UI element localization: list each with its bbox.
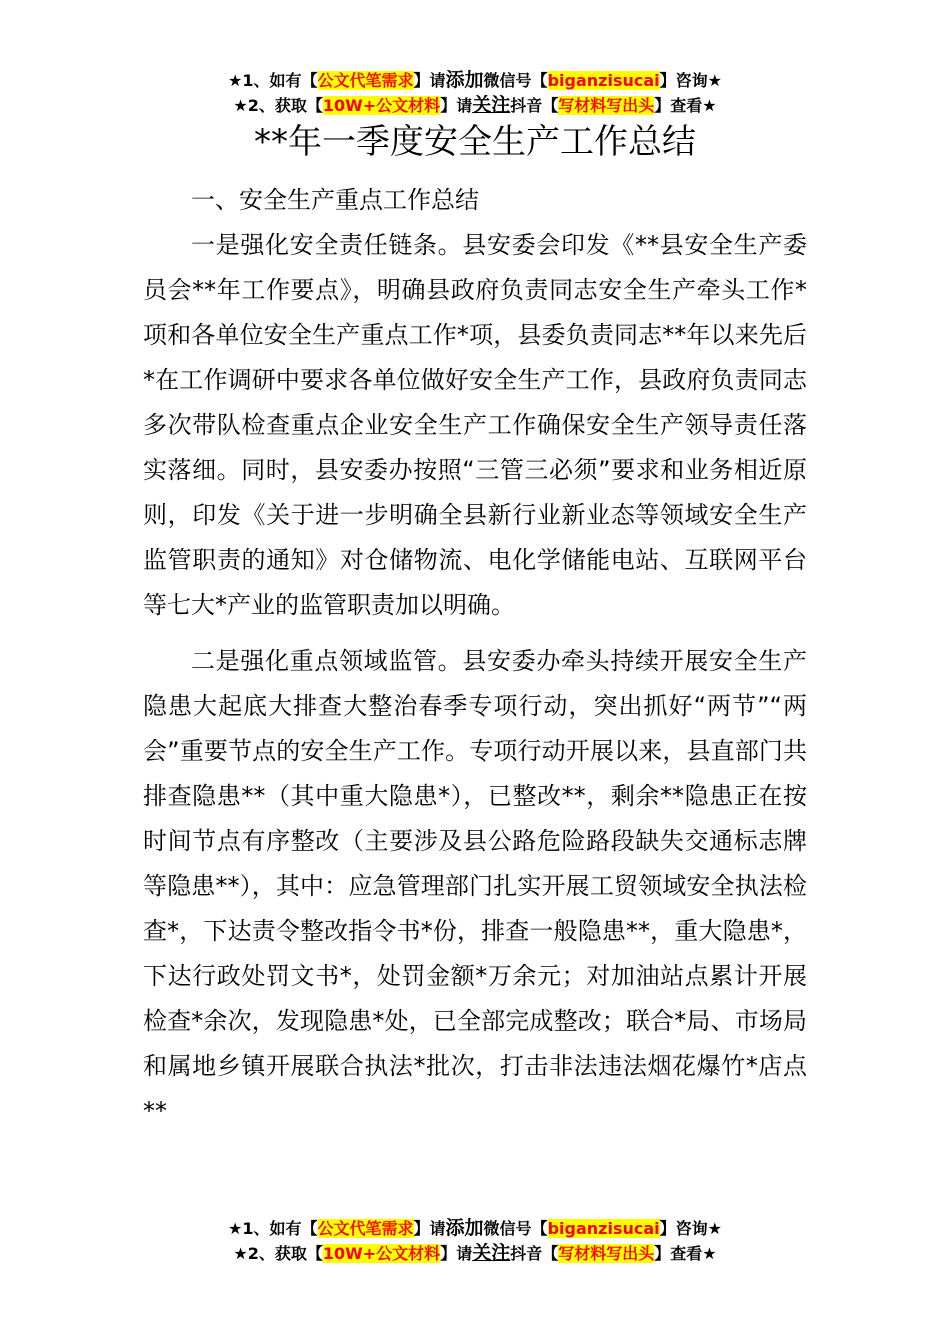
promo-text: 抖音【 — [510, 1244, 559, 1263]
document-title: **年一季度安全生产工作总结 — [254, 122, 696, 162]
paragraph-1: 一是强化安全责任链条。县安委会印发《**县安全生产委员会**年工作要点》，明确县政府负责同志安全生产牵头工作*项和各单位安全生产重点工作*项，县委负责同志**年以来先后*在工作调研中要求各单位做好安全生产工作，县政府负责同志多次带队检查重点企业安全生产工作确保安全生产领导责任落实落细。同时，县安委办按照“三管三必须”要求和业务相近原则，印发《关于进一步明确全县新行业新业态等领域安全生产监管职责的通知》对仓储物流、电化学储能电站、互联网平台等七大*产业的监管职责加以明确。 — [143, 231, 807, 619]
promo-emphasis: 添加 — [445, 69, 484, 91]
promo-text: 微信号【 — [483, 1219, 548, 1238]
promo-line-2 — [0, 93, 950, 118]
promo-text: 】请 — [413, 71, 446, 90]
promo-text: 】咨询★ — [659, 71, 722, 90]
promo-text: ★2、获取【 — [233, 96, 323, 115]
promo-text: 】咨询★ — [659, 1219, 722, 1238]
promo-line-1 — [0, 68, 950, 93]
promo-douyin-id: 写材料写出头 — [558, 96, 655, 115]
promo-line-1 — [0, 1216, 950, 1241]
promo-text: 微信号【 — [483, 71, 548, 90]
promo-text: 】请 — [440, 1244, 473, 1263]
promo-text: ★1、如有【 — [228, 71, 318, 90]
promo-emphasis: 关注 — [472, 1242, 511, 1264]
promo-banner-top — [0, 68, 950, 118]
promo-emphasis: 关注 — [472, 94, 511, 116]
promo-line-2 — [0, 1241, 950, 1266]
promo-text: 】请 — [440, 96, 473, 115]
promo-douyin-id: 写材料写出头 — [558, 1244, 655, 1263]
promo-emphasis: 添加 — [445, 1217, 484, 1239]
promo-wechat-id: biganzisucai — [547, 1219, 660, 1238]
promo-highlight: 公文代笔需求 — [317, 71, 414, 90]
document-body — [143, 178, 807, 1134]
promo-text: ★1、如有【 — [228, 1219, 318, 1238]
promo-text: ★2、获取【 — [233, 1244, 323, 1263]
promo-banner-bottom — [0, 1216, 950, 1266]
promo-text: 】查看★ — [654, 1244, 717, 1263]
promo-text: 抖音【 — [510, 96, 559, 115]
promo-text: 】请 — [413, 1219, 446, 1238]
promo-highlight: 10W+公文材料 — [322, 96, 441, 115]
paragraph-2: 二是强化重点领域监管。县安委办牵头持续开展安全生产隐患大起底大排查大整治春季专项行动，突出抓好“两节”“两会”重要节点的安全生产工作。专项行动开展以来，县直部门共排查隐患**（其中重大隐患*），已整改**，剩余**隐患正在按时间节点有序整改（主要涉及县公路危险路段缺失交通标志牌等隐患**），其中：应急管理部门扎实开展工贸领域安全执法检查*，下达责令整改指令书*份，排查一般隐患**，重大隐患*，下达行政处罚文书*，处罚金额*万余元；对加油站点累计开展检查*余次，发现隐患*处，已全部完成整改；联合*局、市场局和属地乡镇开展联合执法*批次，打击非法违法烟花爆竹*店点** — [143, 647, 807, 1125]
promo-wechat-id: biganzisucai — [547, 71, 660, 90]
section-heading: 一、安全生产重点工作总结 — [191, 186, 479, 214]
promo-highlight: 10W+公文材料 — [322, 1244, 441, 1263]
promo-highlight: 公文代笔需求 — [317, 1219, 414, 1238]
promo-text: 】查看★ — [654, 96, 717, 115]
